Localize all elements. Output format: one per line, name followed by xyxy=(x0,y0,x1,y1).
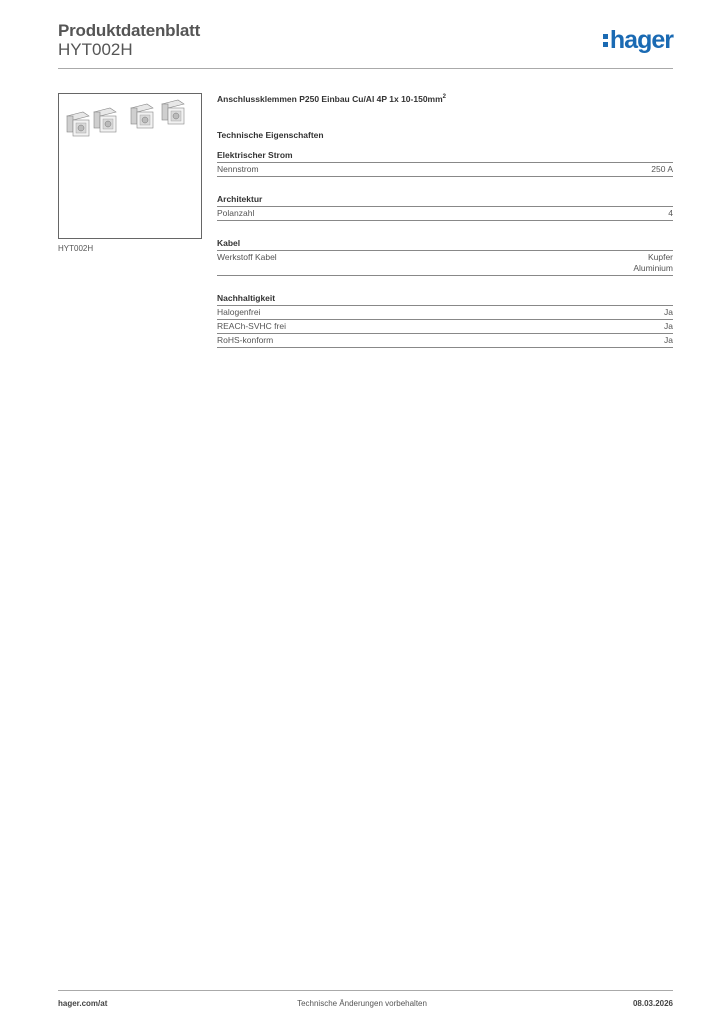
footer-website: hager.com/at xyxy=(58,999,108,1008)
property-value-line: 4 xyxy=(668,208,673,218)
property-value-line: 250 A xyxy=(651,164,673,174)
property-row xyxy=(217,306,673,320)
property-value-line: Ja xyxy=(664,307,673,317)
group-nachhaltigkeit xyxy=(217,293,673,348)
footer-divider xyxy=(58,990,673,991)
hager-logo xyxy=(603,27,673,53)
group-title: Nachhaltigkeit xyxy=(217,293,673,306)
property-value-line: Ja xyxy=(664,321,673,331)
property-label: Halogenfrei xyxy=(217,307,261,317)
document-title: Produktdatenblatt xyxy=(58,21,201,40)
logo-text: hager xyxy=(609,25,673,54)
property-value-line: Aluminium xyxy=(633,263,673,273)
property-row xyxy=(217,207,673,221)
property-label: RoHS-konform xyxy=(217,335,274,345)
property-row xyxy=(217,251,673,276)
group-kabel xyxy=(217,238,673,276)
clamp-illustration xyxy=(67,100,184,136)
property-label: Werkstoff Kabel xyxy=(217,252,277,262)
property-label: REACh-SVHC frei xyxy=(217,321,286,331)
product-details xyxy=(217,94,673,348)
property-label: Polanzahl xyxy=(217,208,255,218)
property-row xyxy=(217,163,673,177)
document-subtitle: HYT002H xyxy=(58,40,133,59)
group-title: Elektrischer Strom xyxy=(217,150,673,163)
product-title-text: Anschlussklemmen P250 Einbau Cu/Al 4P 1x 10-150mm xyxy=(217,94,443,104)
property-row xyxy=(217,334,673,348)
logo-colon-icon xyxy=(603,31,608,49)
product-image xyxy=(58,93,202,239)
property-row xyxy=(217,320,673,334)
group-architektur xyxy=(217,194,673,221)
header-divider xyxy=(58,68,673,69)
property-value xyxy=(664,307,673,318)
property-value xyxy=(664,335,673,346)
property-value xyxy=(664,321,673,332)
property-value-line: Kupfer xyxy=(647,252,673,262)
section-heading: Technische Eigenschaften xyxy=(217,130,324,140)
property-label: Nennstrom xyxy=(217,164,259,174)
terminal-clamps-illustration xyxy=(59,94,201,238)
product-title-superscript: 2 xyxy=(442,94,447,101)
property-value xyxy=(668,208,673,219)
group-title: Architektur xyxy=(217,194,673,207)
product-image-caption: HYT002H xyxy=(58,244,94,253)
property-value xyxy=(633,252,673,274)
product-title xyxy=(217,94,673,108)
property-value xyxy=(651,164,673,175)
group-elektrischer-strom xyxy=(217,150,673,177)
group-title: Kabel xyxy=(217,238,673,251)
property-value-line: Ja xyxy=(664,335,673,345)
footer-date: 08.03.2026 xyxy=(632,999,673,1008)
footer-notice: Technische Änderungen vorbehalten xyxy=(297,999,427,1008)
page-header xyxy=(58,21,673,71)
